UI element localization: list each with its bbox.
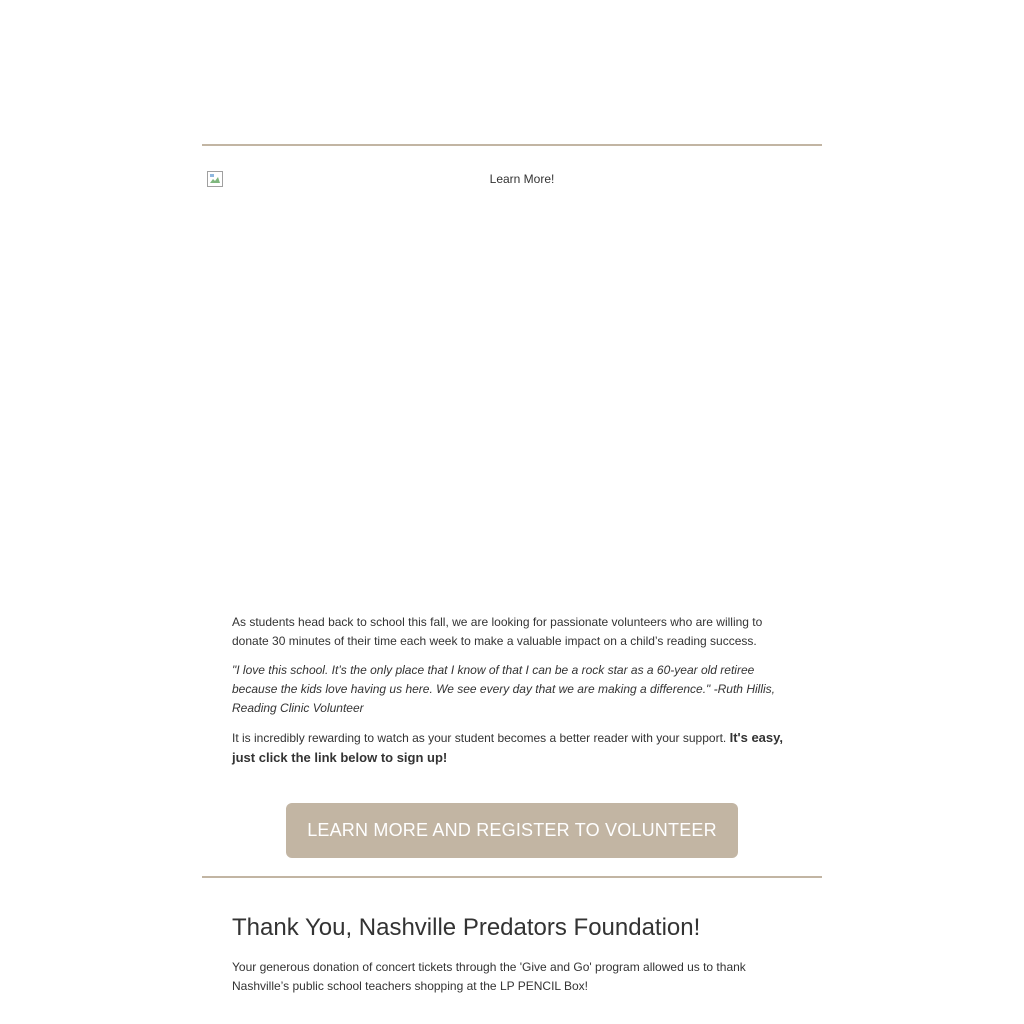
hero-image-link[interactable] (207, 171, 817, 591)
volunteer-reward-paragraph (232, 728, 792, 768)
volunteer-reward-emphasis: It's easy, just click the link below to sign up! (232, 730, 784, 765)
bottom-divider (202, 876, 822, 878)
thanks-heading: Thank You, Nashville Predators Foundation! (232, 914, 701, 941)
register-volunteer-button[interactable]: LEARN MORE AND REGISTER TO VOLUNTEER (286, 803, 738, 858)
hero-image-alt-text[interactable]: Learn More! (489, 172, 555, 186)
top-divider (202, 144, 822, 146)
volunteer-intro-text: As students head back to school this fall, we are looking for passionate volunteers who are willing to donate 30 minutes of their time each week to make a valuable impact on a child’s reading success. (232, 615, 763, 648)
volunteer-reward-text: It is incredibly rewarding to watch as your student becomes a better reader with your support. (232, 731, 730, 745)
volunteer-quote: "I love this school. It’s the only place that I know of that I can be a rock star as a 60-year old retiree because the kids love having us here. We see every day that we are making a difference." -Ruth Hillis, Reading Clinic Volunteer (232, 663, 775, 715)
thanks-body-text: Your generous donation of concert tickets through the 'Give and Go' program allowed us to thank Nashville’s public school teachers shopping at the LP PENCIL Box! (232, 960, 746, 993)
